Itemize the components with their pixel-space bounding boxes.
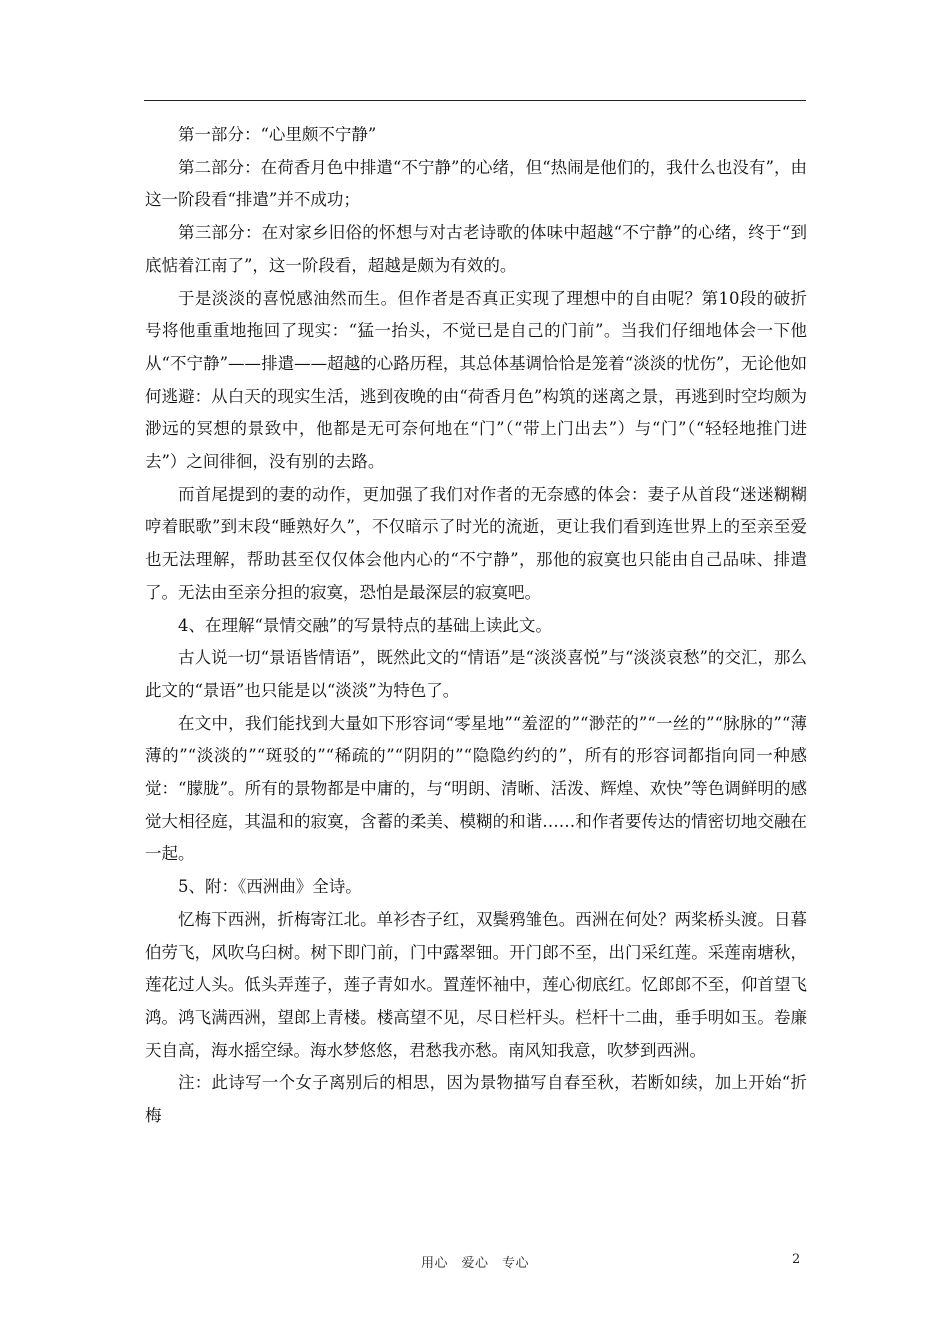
paragraph-adjectives: 在文中，我们能找到大量如下形容词“零星地”“羞涩的”“渺茫的”“一丝的”“脉脉的”“薄薄的”“淡淡的”“斑驳的”“稀疏的”“阴阴的”“隐隐约约的”，所有的形容词都指向同一种感觉：“朦胧”。所有的景物都是中庸的，与“明朗、清晰、活泼、辉煌、欢快”等色调鲜明的感觉大相径庭，其温和的寂寞，含蓄的柔美、模糊的和谐……和作者要传达的情密切地交融在一起。 <box>145 713 807 864</box>
heading-section-4: 4、在理解“景情交融”的写景特点的基础上读此文。 <box>178 615 552 635</box>
footer-motto: 用心 爱心 专心 <box>420 1256 529 1271</box>
header-rule <box>144 100 806 101</box>
paragraph-scene-emotion: 古人说一切“景语皆情语”，既然此文的“情语”是“淡淡喜悦”与“淡淡哀愁”的交汇，那么此文的“景语”也只能是以“淡淡”为特色了。 <box>145 648 807 700</box>
document-body <box>145 119 807 1133</box>
paragraph-joy: 于是淡淡的喜悦感油然而生。但作者是否真正实现了理想中的自由呢？第10段的破折号将他重重地拖回了现实：“猛一抬头，不觉已是自己的门前”。当我们仔细地体会一下他从“不宁静”——排遣——超越的心路历程，其总体基调恰恰是笼着“淡淡的忧伤”，无论他如何逃避：从白天的现实生活，逃到夜晚的由“荷香月色”构筑的迷离之景，再逃到时空均颇为渺远的冥想的景致中，他都是无可奈何地在“门”（“带上门出去”）与“门”（“轻轻地推门进去”）之间徘徊，没有别的去路。 <box>145 288 807 472</box>
paragraph-part-two: 第二部分：在荷香月色中排遣“不宁静”的心绪，但“热闹是他们的，我什么也没有”，由这一阶段看“排遣”并不成功； <box>145 157 807 210</box>
paragraph-part-one: 第一部分：“心里颇不宁静” <box>178 125 377 144</box>
paragraph-wife: 而首尾提到的妻的动作，更加强了我们对作者的无奈感的体会：妻子从首段“迷迷糊糊哼着眠歌”到末段“睡熟好久”，不仅暗示了时光的流逝，更让我们看到连世界上的至亲至爱也无法理解，帮助甚至仅仅体会他内心的“不宁静”，那他的寂寞也只能由自己品味、排遣了。无法由至亲分担的寂寞，恐怕是最深层的寂寞吧。 <box>145 484 807 602</box>
page-number: 2 <box>792 1252 801 1267</box>
paragraph-note: 注：此诗写一个女子离别后的相思，因为景物描写自春至秋，若断如续，加上开始“折梅 <box>145 1073 807 1126</box>
paragraph-part-three: 第三部分：在对家乡旧俗的怀想与对古老诗歌的体味中超越“不宁静”的心绪，终于“到底惦着江南了”，这一阶段看，超越是颇为有效的。 <box>145 223 807 275</box>
poem-xizhouqu: 忆梅下西洲，折梅寄江北。单衫杏子红，双鬓鸦雏色。西洲在何处？两桨桥头渡。日暮伯劳飞，风吹乌臼树。树下即门前，门中露翠钿。开门郎不至，出门采红莲。采莲南塘秋，莲花过人头。低头弄莲子，莲子青如水。置莲怀袖中，莲心彻底红。忆郎郎不至，仰首望飞鸿。鸿飞满西洲，望郎上青楼。楼高望不见，尽日栏杆头。栏杆十二曲，垂手明如玉。卷廉天自高，海水摇空绿。海水梦悠悠，君愁我亦愁。南风知我意，吹梦到西洲。 <box>145 909 807 1060</box>
heading-section-5: 5、附：《西洲曲》全诗。 <box>178 877 362 897</box>
